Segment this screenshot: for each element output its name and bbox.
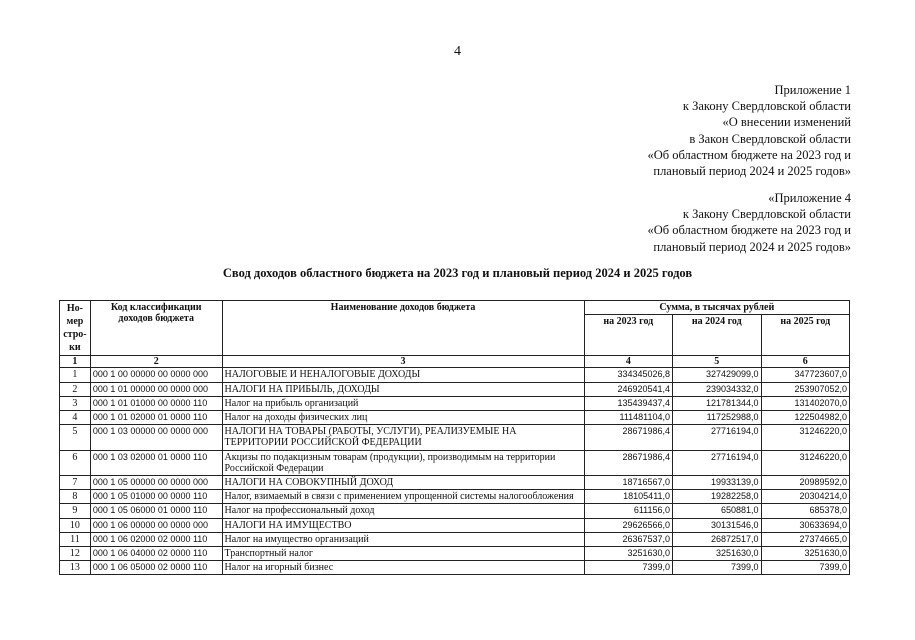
- amount-2023-cell: 26367537,0: [584, 532, 672, 546]
- appendix-4-line: к Закону Свердловской области: [682, 207, 851, 222]
- appendix-1-line: «О внесении изменений: [722, 115, 851, 130]
- table-row: [60, 547, 850, 561]
- amount-2025-cell: 253907052,0: [761, 382, 850, 396]
- header-year-2025: на 2025 год: [761, 315, 850, 356]
- amount-2023-cell: 135439437,4: [584, 396, 672, 410]
- appendix-1-line: «Об областном бюджете на 2023 год и: [647, 147, 851, 162]
- column-index: 2: [90, 356, 222, 368]
- amount-2025-cell: 27374665,0: [761, 532, 850, 546]
- row-number-cell: 6: [60, 450, 91, 475]
- amount-2025-cell: 20989592,0: [761, 476, 850, 490]
- amount-2025-cell: 685378,0: [761, 504, 850, 518]
- amount-2024-cell: 27716194,0: [673, 425, 761, 450]
- amount-2025-cell: 31246220,0: [761, 450, 850, 475]
- header-classification-code: Код классификации доходов бюджета: [90, 301, 222, 356]
- amount-2024-cell: 121781344,0: [673, 396, 761, 410]
- classification-code-cell: 000 1 06 05000 02 0000 110: [90, 561, 222, 575]
- revenue-name-cell: Налог на имущество организаций: [222, 532, 584, 546]
- table-row: [60, 382, 850, 396]
- amount-2024-cell: 27716194,0: [673, 450, 761, 475]
- classification-code-cell: 000 1 03 00000 00 0000 000: [90, 425, 222, 450]
- row-number-cell: 9: [60, 504, 91, 518]
- column-index: 5: [673, 356, 761, 368]
- amount-2025-cell: 347723607,0: [761, 368, 850, 382]
- table-row: [60, 561, 850, 575]
- amount-2024-cell: 30131546,0: [673, 518, 761, 532]
- appendix-1-line: Приложение 1: [774, 83, 851, 97]
- amount-2025-cell: 131402070,0: [761, 396, 850, 410]
- amount-2023-cell: 28671986,4: [584, 425, 672, 450]
- amount-2023-cell: 611156,0: [584, 504, 672, 518]
- revenue-name-cell: НАЛОГИ НА ТОВАРЫ (РАБОТЫ, УСЛУГИ), РЕАЛИЗУЕМЫЕ НА ТЕРРИТОРИИ РОССИЙСКОЙ ФЕДЕРАЦИИ: [222, 425, 584, 450]
- table-row: [60, 396, 850, 410]
- amount-2023-cell: 111481104,0: [584, 411, 672, 425]
- row-number-cell: 11: [60, 532, 91, 546]
- revenue-name-cell: НАЛОГОВЫЕ И НЕНАЛОГОВЫЕ ДОХОДЫ: [222, 368, 584, 382]
- row-number-cell: 12: [60, 547, 91, 561]
- column-index: 6: [761, 356, 850, 368]
- revenue-name-cell: Налог, взимаемый в связи с применением упрощенной системы налогообложения: [222, 490, 584, 504]
- amount-2025-cell: 20304214,0: [761, 490, 850, 504]
- classification-code-cell: 000 1 03 02000 01 0000 110: [90, 450, 222, 475]
- table-row: [60, 490, 850, 504]
- amount-2025-cell: 3251630,0: [761, 547, 850, 561]
- document-title: Свод доходов областного бюджета на 2023 год и плановый период 2024 и 2025 годов: [222, 266, 693, 280]
- column-index: 4: [584, 356, 672, 368]
- classification-code-cell: 000 1 06 02000 02 0000 110: [90, 532, 222, 546]
- amount-2023-cell: 3251630,0: [584, 547, 672, 561]
- column-index-row: [60, 356, 850, 368]
- row-number-cell: 7: [60, 476, 91, 490]
- amount-2025-cell: 30633694,0: [761, 518, 850, 532]
- appendix-4-block: [647, 190, 851, 255]
- amount-2024-cell: 239034332,0: [673, 382, 761, 396]
- table-row: [60, 425, 850, 450]
- amount-2023-cell: 29626566,0: [584, 518, 672, 532]
- row-number-cell: 4: [60, 411, 91, 425]
- revenue-name-cell: Налог на прибыль организаций: [222, 396, 584, 410]
- revenue-name-cell: Налог на профессиональный доход: [222, 504, 584, 518]
- appendix-1-line: к Закону Свердловской области: [682, 99, 851, 114]
- table-row: [60, 450, 850, 475]
- page-number: 4: [454, 44, 461, 59]
- classification-code-cell: 000 1 01 00000 00 0000 000: [90, 382, 222, 396]
- amount-2023-cell: 28671986,4: [584, 450, 672, 475]
- revenue-name-cell: Акцизы по подакцизным товарам (продукции), производимым на территории Российской Федерации: [222, 450, 584, 475]
- amount-2024-cell: 19282258,0: [673, 490, 761, 504]
- appendix-4-line: «Приложение 4: [768, 191, 851, 205]
- row-number-cell: 8: [60, 490, 91, 504]
- header-year-2023: на 2023 год: [584, 315, 672, 356]
- appendix-1-line: в Закон Свердловской области: [689, 131, 851, 146]
- amount-2024-cell: 19933139,0: [673, 476, 761, 490]
- column-index: 1: [60, 356, 91, 368]
- table-row: [60, 532, 850, 546]
- table-row: [60, 368, 850, 382]
- budget-revenue-table: [59, 300, 850, 575]
- amount-2025-cell: 7399,0: [761, 561, 850, 575]
- amount-2024-cell: 26872517,0: [673, 532, 761, 546]
- header-revenue-name: Наименование доходов бюджета: [222, 301, 584, 356]
- revenue-name-cell: Налог на игорный бизнес: [222, 561, 584, 575]
- amount-2024-cell: 7399,0: [673, 561, 761, 575]
- table-row: [60, 476, 850, 490]
- row-number-cell: 2: [60, 382, 91, 396]
- amount-2024-cell: 3251630,0: [673, 547, 761, 561]
- appendix-1-line: плановый период 2024 и 2025 годов»: [653, 164, 851, 179]
- classification-code-cell: 000 1 06 00000 00 0000 000: [90, 518, 222, 532]
- header-row-number: Но- мер стро- ки: [60, 301, 91, 356]
- classification-code-cell: 000 1 00 00000 00 0000 000: [90, 368, 222, 382]
- classification-code-cell: 000 1 06 04000 02 0000 110: [90, 547, 222, 561]
- revenue-name-cell: НАЛОГИ НА ИМУЩЕСТВО: [222, 518, 584, 532]
- amount-2023-cell: 7399,0: [584, 561, 672, 575]
- amount-2023-cell: 18105411,0: [584, 490, 672, 504]
- row-number-cell: 13: [60, 561, 91, 575]
- appendix-4-line: плановый период 2024 и 2025 годов»: [653, 239, 851, 254]
- amount-2024-cell: 117252988,0: [673, 411, 761, 425]
- amount-2024-cell: 650881,0: [673, 504, 761, 518]
- classification-code-cell: 000 1 01 01000 00 0000 110: [90, 396, 222, 410]
- row-number-cell: 1: [60, 368, 91, 382]
- classification-code-cell: 000 1 01 02000 01 0000 110: [90, 411, 222, 425]
- table-body: [60, 368, 850, 575]
- amount-2023-cell: 18716567,0: [584, 476, 672, 490]
- classification-code-cell: 000 1 05 00000 00 0000 000: [90, 476, 222, 490]
- revenue-name-cell: НАЛОГИ НА СОВОКУПНЫЙ ДОХОД: [222, 476, 584, 490]
- table-row: [60, 504, 850, 518]
- amount-2023-cell: 334345026,8: [584, 368, 672, 382]
- table-row: [60, 411, 850, 425]
- classification-code-cell: 000 1 05 06000 01 0000 110: [90, 504, 222, 518]
- amount-2025-cell: 31246220,0: [761, 425, 850, 450]
- classification-code-cell: 000 1 05 01000 00 0000 110: [90, 490, 222, 504]
- row-number-cell: 3: [60, 396, 91, 410]
- column-index: 3: [222, 356, 584, 368]
- appendix-1-block: [647, 82, 851, 179]
- amount-2025-cell: 122504982,0: [761, 411, 850, 425]
- revenue-name-cell: Транспортный налог: [222, 547, 584, 561]
- header-sum: Сумма, в тысячах рублей: [584, 301, 849, 315]
- row-number-cell: 10: [60, 518, 91, 532]
- revenue-name-cell: Налог на доходы физических лиц: [222, 411, 584, 425]
- table-row: [60, 518, 850, 532]
- row-number-cell: 5: [60, 425, 91, 450]
- header-year-2024: на 2024 год: [673, 315, 761, 356]
- amount-2024-cell: 327429099,0: [673, 368, 761, 382]
- revenue-name-cell: НАЛОГИ НА ПРИБЫЛЬ, ДОХОДЫ: [222, 382, 584, 396]
- amount-2023-cell: 246920541,4: [584, 382, 672, 396]
- appendix-4-line: «Об областном бюджете на 2023 год и: [647, 223, 851, 238]
